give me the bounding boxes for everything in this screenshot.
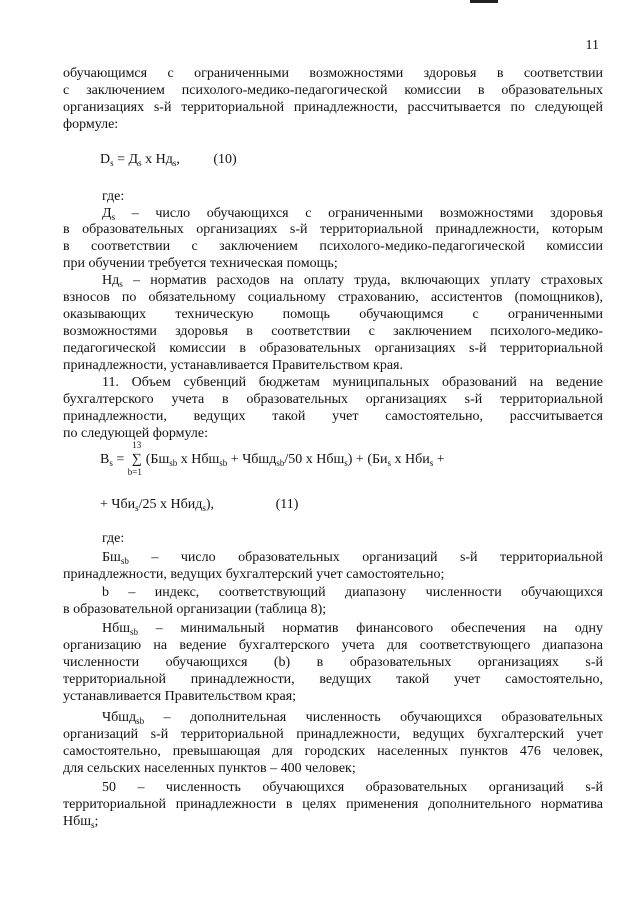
definition-line: 50 – численность обучающихся образовательных организаций s-й	[102, 780, 603, 795]
definition-line: b – индекс, соответствующий диапазону численности обучающихся	[102, 585, 603, 600]
text-line: в образовательных организациях s-й территориальной принадлежности, которым	[63, 222, 603, 237]
formula-number: (10)	[213, 152, 237, 167]
definition-line: $Нд_s$ – норматив расходов на оплату труда, включающих уплату страховых	[102, 273, 604, 289]
definition-line: Чбшд$_{sb}$ – дополнительная численность обучающихся образовательных	[102, 710, 603, 726]
text-line: организациях s-й территориальной принадлежности, рассчитывается по следующей	[63, 100, 603, 115]
formula-11-line1: $B_s$ = 13 ∑ b=1 ($Бш_{sb}$ х Нбш$_{sb}$ + Чбшд$_{sb}$/50 х $Нбш_s) + (Би_s$ х Нби$_s$ +	[100, 440, 445, 477]
text-line: возможностями здоровья в соответствии с заключением психолого-медико-	[63, 324, 603, 339]
page-number: 11	[585, 38, 599, 53]
text-line: организацию на ведение бухгалтерского учета для соответствующего диапазона	[63, 638, 603, 653]
definition-line: $Бш_{sb}$ – число образовательных организаций s-й территориальной	[102, 550, 604, 566]
text-line: обучающимся с ограниченными возможностями здоровья в соответствии	[63, 66, 603, 81]
text-line: устанавливается Правительством края;	[63, 689, 297, 704]
sum-symbol: 13 ∑ b=1	[127, 440, 142, 477]
text-line: где:	[102, 189, 125, 204]
text-line: территориальной принадлежности в целях применения дополнительного норматива	[63, 797, 603, 812]
text-line: взносов по обязательному социальному страхованию, ассистентов (помощников),	[63, 290, 603, 305]
text-line: в образовательной организации (таблица 8);	[63, 602, 327, 617]
scan-artifact	[470, 0, 498, 3]
text-line: в соответствии с заключением психолого-медико-педагогической комиссии	[63, 239, 603, 254]
text-line: принадлежности, устанавливается Правительством края.	[63, 358, 403, 373]
text-line: организаций s-й территориальной принадлежности, ведущих бухгалтерский учет	[63, 727, 603, 742]
definition-line: $Д_s$ – число обучающихся с ограниченными возможностями здоровья	[102, 206, 604, 222]
formula-number: (11)	[275, 497, 299, 512]
text-line: бухгалтерского учета в образовательных организациях s-й территориальной	[63, 392, 603, 407]
text-line: Нбш$_s$;	[63, 814, 99, 830]
text-line: территориальной принадлежности, ведущих такой учет самостоятельно,	[63, 672, 603, 687]
text-line: при обучении требуется техническая помощь;	[63, 256, 338, 271]
text-line: педагогической комиссии в образовательных организациях s-й территориальной	[63, 341, 603, 356]
text-line: для сельских населенных пунктов – 400 человек;	[63, 761, 356, 776]
text-line: где:	[102, 531, 125, 546]
text-line: принадлежности, ведущих такой учет самостоятельно, рассчитывается	[63, 409, 603, 424]
definition-line: Нбш$_{sb}$ – минимальный норматив финансового обеспечения на одну	[102, 621, 603, 637]
text-line: 11. Объем субвенций бюджетам муниципальных образований на ведение	[102, 375, 603, 390]
text-line: оказывающих техническую помощь обучающимся с ограниченными	[63, 307, 603, 322]
text-line: самостоятельно, превышающая для городских населенных пунктов 476 человек,	[63, 744, 603, 759]
formula-11-line2: + Чби$_s$/25 х Нбид$_s$), (11)	[100, 497, 299, 513]
formula-10: $D_s = Д_s$ х $Нд_s$, (10)	[100, 152, 237, 168]
text-line: по следующей формуле:	[63, 426, 208, 441]
text-line: численности обучающихся (b) в образовательных организациях s-й	[63, 655, 603, 670]
text-line: принадлежности, ведущих бухгалтерский учет самостоятельно;	[63, 567, 445, 582]
text-line: формуле:	[63, 117, 119, 132]
text-line: с заключением психолого-медико-педагогической комиссии в образовательных	[63, 83, 603, 98]
